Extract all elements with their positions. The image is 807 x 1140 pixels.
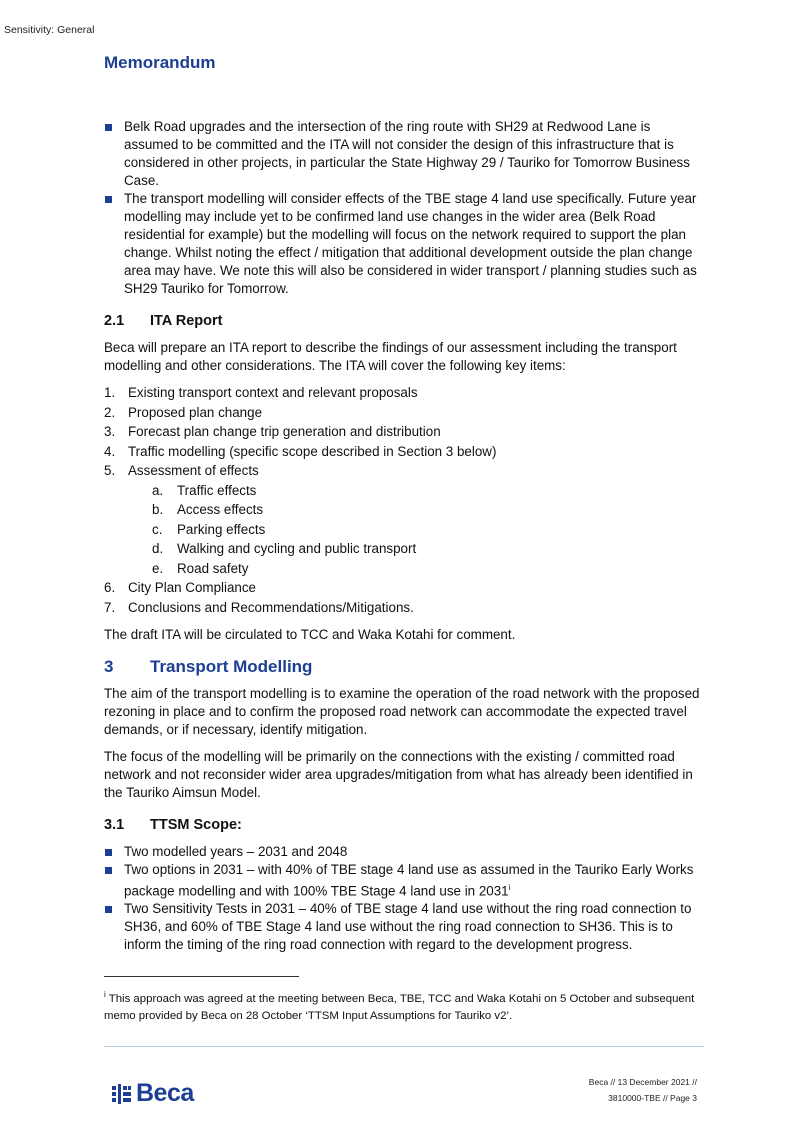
footnote-reference[interactable]: i <box>508 882 511 892</box>
beca-logo <box>112 1081 194 1106</box>
footnote: $^i$ This approach was agreed at the meeting between Beca, TBE, TCC and Waka Kotahi on 5 October and subsequent memo provided by Beca on 28 October ‘TTSM Input Assumptions for Tauriko v2’. <box>104 990 695 1022</box>
effects-sub-list <box>104 482 708 578</box>
document-body <box>104 118 708 954</box>
list-item: Two modelled years – 2031 and 2048 <box>104 843 708 861</box>
paragraph: Beca will prepare an ITA report to describe the findings of our assessment including the transport modelling and other considerations. The ITA will cover the following key items: <box>104 340 677 373</box>
list-item: a. Traffic effects <box>152 482 257 498</box>
list-item: Belk Road upgrades and the intersection of the ring route with SH29 at Redwood Lane is assumed to be committed and the ITA will not consider the design of this infrastructure that is considered in other projects, in particular the State Highway 29 / Tauriko for Tomorrow Business Case. <box>104 118 708 190</box>
list-item: b. Access effects <box>152 502 264 517</box>
footer-date: Beca // 13 December 2021 // <box>588 1077 697 1087</box>
paragraph: The focus of the modelling will be primarily on the connections with the existing / committed road network and not reconsider wider area upgrades/mitigation from what has already been identified in the Tauriko Aimsun Model. <box>104 748 693 800</box>
section-heading-3: 3 Transport Modelling <box>104 656 313 676</box>
bullet-square-icon <box>105 849 112 856</box>
intro-bullet-list <box>104 118 708 298</box>
ita-items-list <box>104 384 708 617</box>
sensitivity-label: Sensitivity: General <box>4 24 95 36</box>
footer-meta <box>589 1074 697 1106</box>
section-heading-2-1: 2.1 ITA Report <box>104 313 223 329</box>
list-item: Two options in 2031 – with 40% of TBE stage 4 land use as assumed in the Tauriko Early Works package modelling and with 100% TBE Stage 4 land use in 2031$^i$ <box>104 861 708 900</box>
list-item: 5. Assessment of effects a. Traffic effects b. Access effects c. Parking effects d. Walking and cycling and public transport e. Road safety <box>104 462 708 578</box>
ttsm-scope-list <box>104 843 708 954</box>
list-item: d. Walking and cycling and public transport <box>152 541 417 556</box>
footer-divider <box>104 1046 704 1047</box>
memo-title: Memorandum <box>104 53 216 72</box>
list-item: 6. City Plan Compliance <box>104 580 257 595</box>
bullet-square-icon <box>105 906 112 913</box>
list-item: 2. Proposed plan change <box>104 404 263 420</box>
list-item: Two Sensitivity Tests in 2031 – 40% of TBE stage 4 land use without the ring road connection to SH36, and 60% of TBE Stage 4 land use without the ring road connection to SH36. This is to inform the timing of the ring road connection with regard to the development progress. <box>104 900 708 954</box>
list-item: 1. Existing transport context and relevant proposals <box>104 385 418 400</box>
footer-page-ref: 3810000-TBE // Page 3 <box>608 1093 697 1103</box>
paragraph: The aim of the transport modelling is to examine the operation of the road network with the proposed rezoning in place and to confirm the proposed road network can accommodate the expected travel demands, or if necessary, identify mitigation. <box>104 685 700 737</box>
bullet-square-icon <box>105 124 112 131</box>
bullet-square-icon <box>105 867 112 874</box>
section-heading-3-1: 3.1 TTSM Scope: <box>104 816 242 833</box>
beca-logo-text: Beca <box>136 1079 194 1107</box>
list-item: 7. Conclusions and Recommendations/Mitigations. <box>104 599 414 615</box>
list-item: c. Parking effects <box>152 521 266 537</box>
list-item: e. Road safety <box>152 560 249 576</box>
paragraph: The draft ITA will be circulated to TCC and Waka Kotahi for comment. <box>104 626 516 642</box>
list-item: The transport modelling will consider effects of the TBE stage 4 land use specifically. Future year modelling may include yet to be confirmed land use changes in the wider area (Belk Road residential for example) but the modelling will focus on the network required to support the plan change. Whilst noting the effect / mitigation that additional development outside the plan change area may have. We note this will also be considered in wider transport / planning studies such as SH29 Tauriko for Tomorrow. <box>104 190 708 298</box>
footnote-marker: i <box>104 990 106 999</box>
beca-logo-icon <box>112 1084 132 1104</box>
footnote-divider <box>104 976 299 977</box>
bullet-square-icon <box>105 196 112 203</box>
list-item: 3. Forecast plan change trip generation and distribution <box>104 424 441 439</box>
list-item: 4. Traffic modelling (specific scope described in Section 3 below) <box>104 443 497 459</box>
